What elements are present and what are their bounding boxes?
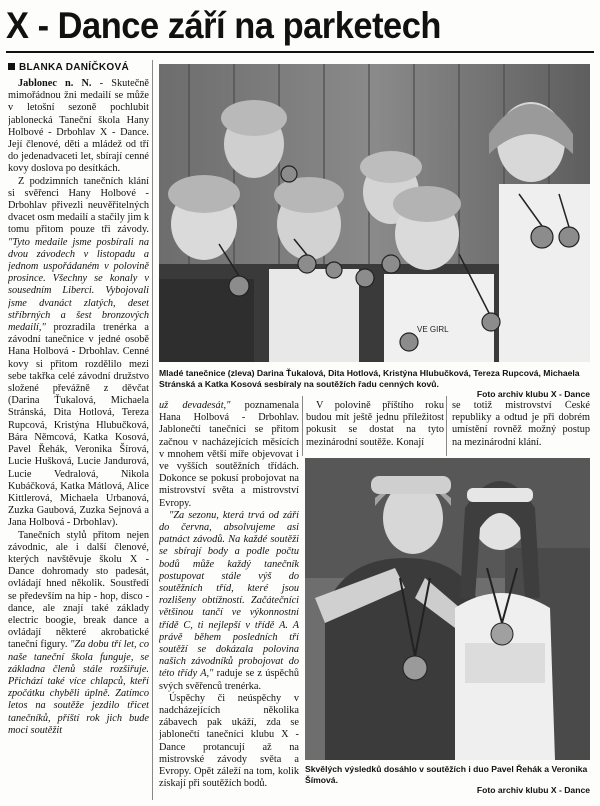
photo-shirt-text: VE GIRL [417,325,449,334]
column-separator [446,396,447,456]
caption-photo-1 [159,368,590,400]
photo-girls-image [159,64,590,362]
photo-duo-image [305,458,590,760]
paragraph-c4-1: se totiž mistrovství České republiky a odtud je při dobrém umístění rovněž možný postup na mezinárodní klání. [452,400,590,448]
caption-1-credit: Foto archiv klubu X - Dance [476,389,590,399]
byline-square-icon [8,63,15,70]
paragraph-lead: Jablonec n. N. - Skutečně mimořádnou žni medailí se může v letošní sezoně pochlubit jablonecká Taneční škola Hany Holbové - Drbohlav X - Dance. Její členové, děti a mládež od tří do jedenadvaceti let, sbírají cenné kovy doslova po desítkách. [8,78,149,175]
caption-2-credit: Foto archiv klubu X - Dance [476,785,590,795]
article-column-3 [306,400,444,452]
headline-rule [6,51,594,53]
paragraph-c3-1: V polovině příštího roku budou mít ještě jednu příležitost pokusit se dostat na tyto mezinárodní soutěže. Konají [306,400,444,448]
paragraph-2: Z podzimních tanečních klání si svěřenci Hany Holbové - Drbohlav přivezli neuvěřitelných dvacet osm medailí a stačily jim k tomu přitom pouze tři závody. "Tyto medaile jsme posbírali na dvou závodech v listopadu a jednom uspořádaném v polovině prosince. Všechny se konaly v sousedním Liberci. Vybojovali jsme dvanáct zlatých, deset stříbrných a šest bronzových medailí," prozradila trenérka a závodní tanečnice v jedné osobě Hana Holbová - Drbohlav. Cenné kovy si přitom rozdělilo mezi sebe takřka celé závodní družstvo složené převážně z děvčat (Darina Ťukalová, Michaela Stránská, Dita Hotlová, Tereza Rupcová, Kristýna Hlubučková, Bára Němcová, Katka Kosová, Pavel Řehák, Veronika Šírová, Lucie Hušková, Lucie Jandurová, Lucie Vedralová, Nikola Kubáčková, Katka Mátlová, Alice Kittlerová, Michaela Urbanová, Zuzka Gaubová, Zuzka Sejnová a Jana Holbová - Drbohlav). [8,175,149,529]
photo-girls-with-medals [159,64,590,362]
article-column-1 [8,78,149,798]
paragraph-c2-1: už devadesát," poznamenala Hana Holbová - Drbohlav. Jablonečtí tanečníci se přitom začnou v nacházejících měsících v mnohem větší míře objevovat i ve vyšších soutěžních třídách. Dokonce se pokusí probojovat na mistrovství světa a mistrovství Evropy. [159,400,299,509]
byline-author: BLANKA DANÍČKOVÁ [19,62,129,73]
article-column-4 [452,400,590,452]
paragraph-c2-3: Úspěchy či neúspěchy v nadcházejících několika zábavech pak ukáží, zda se jablonečtí tanečníci klubu X - Dance protancují až na mistrovské závody světa a Evropy. Opět záleží na tom, kolik získají při soutěžích bodů. [159,692,299,790]
caption-1-text: Mladé tanečnice (zleva) Darina Ťukalová, Dita Hotlová, Kristýna Hlubučková, Tereza Rupcová, Michaela Stránská a Katka Kosová sesbíraly na soutěžích řadu cenných kovů. [159,368,580,389]
headline: X - Dance září na parketech [6,5,441,46]
photo-dance-duo [305,458,590,760]
paragraph-3: Tanečních stylů přitom nejen závodnic, ale i další členové, kterých navštěvuje školu X -Dance dohromady sto padesát, ovládají hned několik. Soustředí se především na hip - hop, disco - dance, ale znají také základy electric boogie, break dance a ovládají některé akrobatické taneční figury. "Za dobu tří let, co naše taneční škola funguje, se základna členů stále rozšiřuje. Přichází také více chlapců, kteří zpočátku chyběli úplně. Zatímco letos na soutěže jezdilo třicet tanečníků, příští rok jich bude moci soutěžit [8,529,149,736]
column-separator [152,60,153,800]
article-column-2 [159,400,299,800]
caption-photo-2 [305,764,590,796]
byline [8,62,129,73]
paragraph-c2-2: "Za sezonu, která trvá od září do června, absolvujeme asi patnáct závodů. Na každé soutěži se sbírají body a podle počtu bodů může každý tanečník postupovat stále výš do soutěžních tříd, které jsou rozlišeny obtížností. Začátečníci většinou tančí ve výkonnostní třídě C, ti nejlepší v třídě A. A právě během posledních tří soutěží se dokázala polovina našich závodníků probojovat do této třídy A," raduje se z úspěchů svých svěřenců trenérka. [159,509,299,692]
column-separator [302,396,303,456]
caption-2-text: Skvělých výsledků dosáhlo v soutěžích i duo Pavel Řehák a Veronika Šímová. [305,764,588,785]
